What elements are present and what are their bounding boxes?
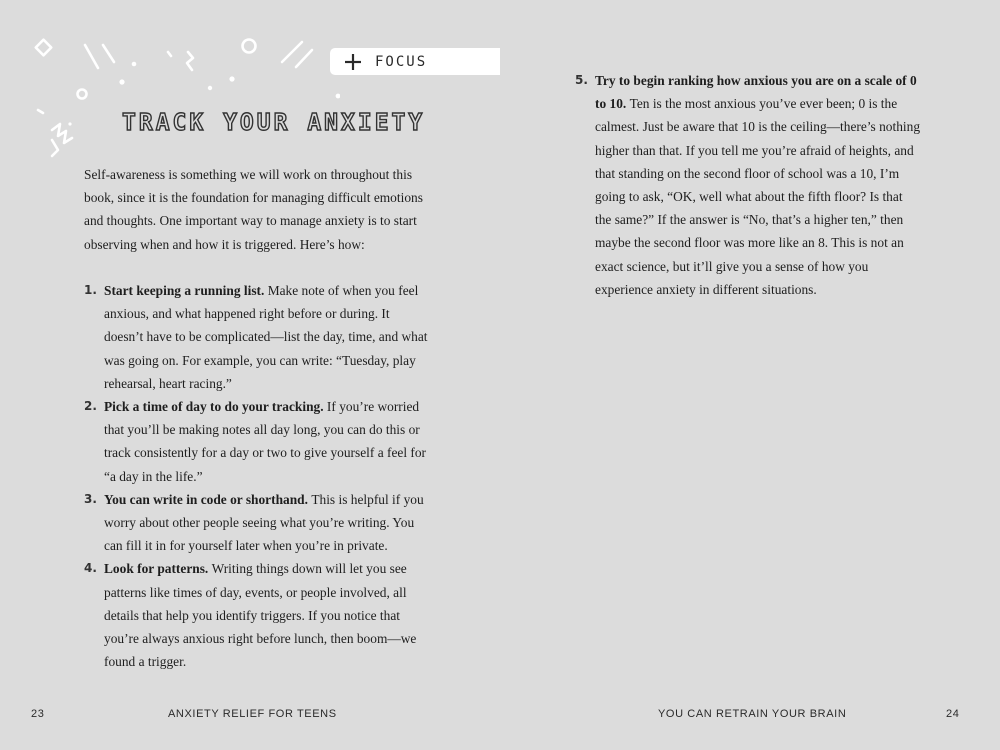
step-item <box>84 279 429 395</box>
step-body: Ten is the most anxious you’ve ever been; 0 is the calmest. Just be aware that 10 is the ceiling—there’s nothing higher than that. If you tell me you’re afraid of heights, and that standing on the second floor of school was a 10, I’m going to ask, “OK, well what about the fifth floor? Is that the same?” If the answer is “No, that’s a higher ten,” then maybe the second floor was more like an 8. This is not an exact science, but it’ll give you a sense of how you experience anxiety in different situations. <box>595 96 921 297</box>
step-heading: Pick a time of day to do your tracking. <box>104 399 327 415</box>
step-number: 4. <box>84 561 97 576</box>
step-body: Make note of when you feel anxious, and what happened right before or during. It doesn’t have to be complicated—list the day, time, and what was going on. For example, you can write: “Tuesday, play rehearsal, heart racing.” <box>104 283 428 391</box>
focus-tab <box>330 48 500 75</box>
step-heading: Try to begin ranking how anxious you are on a scale of 0 to 10. <box>595 73 917 112</box>
step-heading: Look for patterns. <box>104 561 212 577</box>
section-title: TRACK YOUR ANXIETY <box>122 110 426 136</box>
steps-list-left <box>84 279 429 673</box>
intro-paragraph: Self-awareness is something we will work on throughout this book, since it is the foundation for managing difficult emotions and thoughts. One important way to manage anxiety is to start observing when and how it is triggered. Here’s how: <box>84 167 423 252</box>
step-heading: You can write in code or shorthand. <box>104 491 312 507</box>
step-number: 1. <box>84 283 97 297</box>
steps-list-right <box>575 69 920 301</box>
step-item <box>84 488 429 558</box>
step-heading: Start keeping a running list. <box>104 283 268 298</box>
step-body: This is helpful if you worry about other people seeing what you’re writing. You can fill it in for yourself later when you’re in private. <box>104 491 424 554</box>
step-item <box>575 69 920 301</box>
step-item <box>84 557 429 673</box>
page-number-right: 24 <box>946 708 960 720</box>
plus-icon <box>343 52 363 72</box>
focus-label: FOCUS <box>375 53 428 70</box>
running-head-left: ANXIETY RELIEF FOR TEENS <box>168 708 337 720</box>
step-number: 2. <box>84 399 97 414</box>
running-head-right: YOU CAN RETRAIN YOUR BRAIN <box>658 708 847 720</box>
step-number: 3. <box>84 491 97 506</box>
step-body: Writing things down will let you see patterns like times of day, events, or people involved, all details that help you identify triggers. If you notice that you’re always anxious right before lunch, then boom—we found a trigger. <box>104 561 417 670</box>
step-item <box>84 395 429 488</box>
confetti-decoration-icon <box>0 0 340 170</box>
step-number: 5. <box>575 73 588 87</box>
step-body: If you’re worried that you’ll be making notes all day long, you can do this or track consistently for a day or two to give yourself a feel for “a day in the life.” <box>104 399 427 484</box>
page-number-left: 23 <box>31 708 45 720</box>
